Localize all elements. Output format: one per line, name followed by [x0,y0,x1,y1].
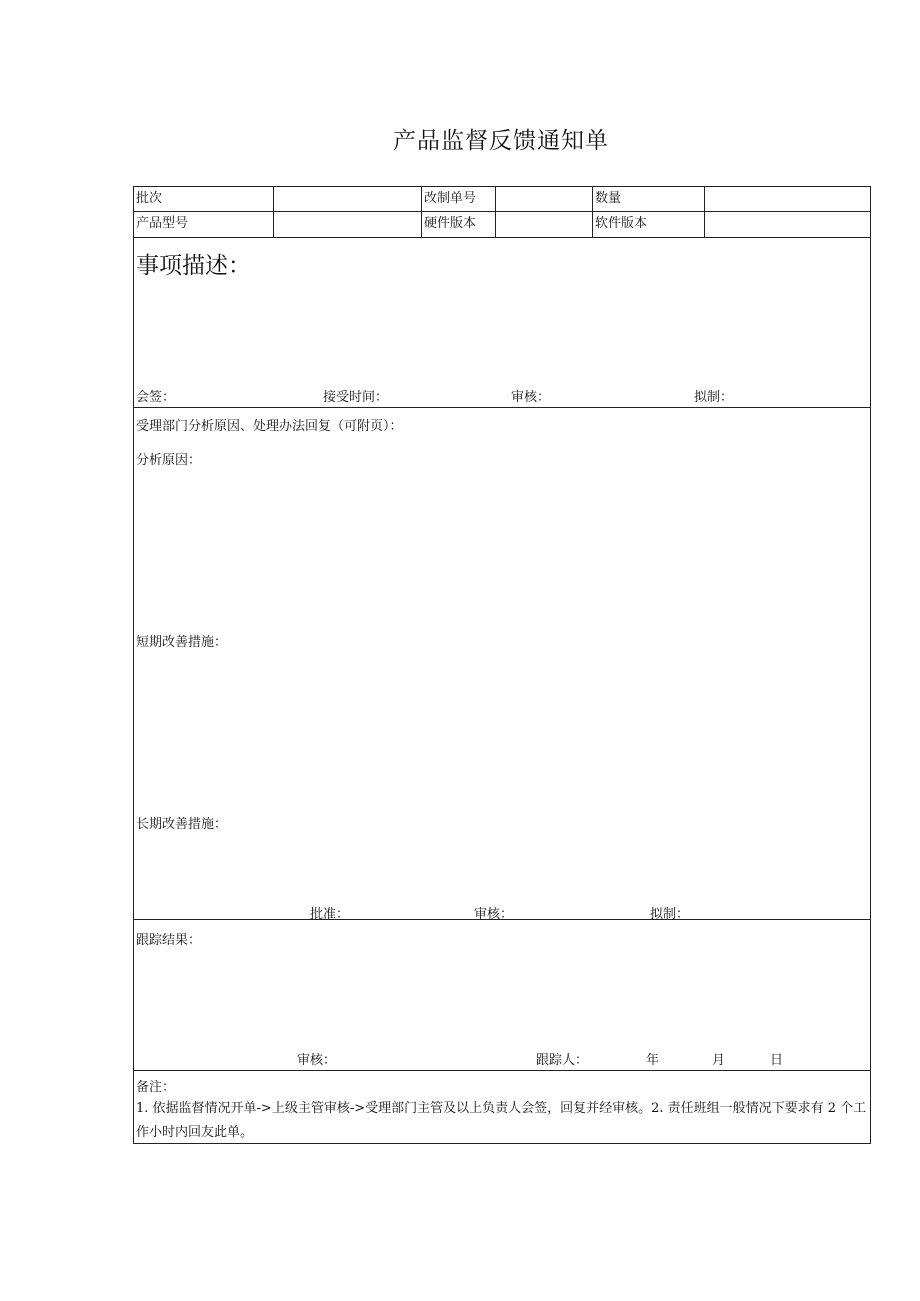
short-term-label: 短期改善措施： [136,635,228,650]
description-review-label: 审核： [511,390,551,405]
model-label: 产品型号 [136,216,189,231]
analysis-review-label: 审核： [474,907,514,922]
day-label: 日 [770,1053,784,1068]
tracker-label: 跟踪人： [536,1053,589,1068]
remarks-heading: 备注： [136,1080,176,1095]
remarks-section [134,1071,870,1143]
description-heading: 事项描述： [136,253,251,279]
model-value[interactable] [273,212,421,237]
rework-no-label: 改制单号 [421,187,495,211]
quantity-label: 数量 [592,187,704,211]
analysis-heading: 受理部门分析原因、处理办法回复（可附页）： [136,419,403,434]
tracking-review-label: 审核： [297,1053,337,1068]
analysis-draft-label: 拟制： [650,907,690,922]
tracking-heading: 跟踪结果： [136,933,202,948]
batch-value[interactable] [273,187,421,211]
approve-label: 批准： [310,907,350,922]
hardware-version-label: 硬件版本 [421,212,495,237]
header-row-batch [134,187,870,212]
tracking-section[interactable] [134,920,870,1071]
description-section[interactable] [134,238,870,408]
description-draft-label: 拟制： [694,390,734,405]
software-version-label: 软件版本 [592,212,704,237]
year-label: 年 [646,1053,660,1068]
header-row-model [134,212,870,238]
page-title: 产品监督反馈通知单 [393,128,609,154]
countersign-label: 会签： [136,390,176,405]
quantity-value[interactable] [704,187,870,211]
software-version-value[interactable] [704,212,870,237]
analysis-section[interactable] [134,408,870,920]
rework-no-value[interactable] [495,187,592,211]
cause-label: 分析原因： [136,453,202,468]
long-term-label: 长期改善措施： [136,817,228,832]
month-label: 月 [712,1053,726,1068]
receive-time-label: 接受时间： [323,390,389,405]
remarks-text: 1. 依据监督情况开单->上级主管审核->受理部门主管及以上负责人会签，回复并经审核。2. 责任班组一般情况下要求有 2 个工作小时内回友此单。 [136,1101,867,1140]
batch-label: 批次 [136,191,163,206]
feedback-form [133,186,871,1144]
hardware-version-value[interactable] [495,212,592,237]
